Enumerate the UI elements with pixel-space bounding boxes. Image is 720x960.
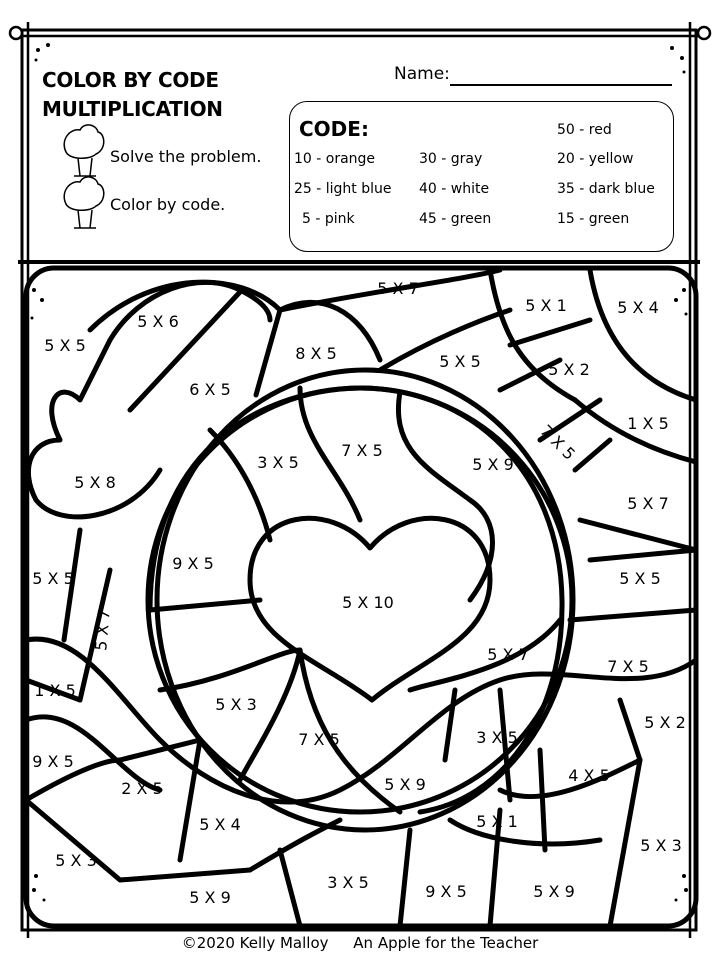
footer — [0, 934, 720, 952]
problem-label: 5 X 9 — [472, 455, 514, 474]
problem-label: 5 X 1 — [476, 812, 518, 831]
problem-label: 3 X 5 — [327, 873, 369, 892]
problem-label: 1 X 5 — [34, 681, 76, 700]
code-key-item: 5 - pink — [302, 211, 355, 227]
problem-label: 7 X 5 — [341, 441, 383, 460]
problem-label: 6 X 5 — [189, 380, 231, 399]
code-key-item: 10 - orange — [294, 151, 376, 167]
problem-label: 5 X 2 — [644, 713, 686, 732]
brand-text: An Apple for the Teacher — [353, 934, 539, 952]
problem-label: 5 X 10 — [342, 593, 394, 612]
problem-label: 9 X 5 — [425, 882, 467, 901]
tree-icon — [64, 177, 104, 228]
problem-label: 5 X 9 — [533, 882, 575, 901]
problem-label: 5 X 5 — [439, 352, 481, 371]
code-key-item: 25 - light blue — [294, 181, 392, 197]
problem-label: 5 X 4 — [199, 815, 241, 834]
instruction-color: Color by code. — [110, 195, 226, 214]
code-key-item: 30 - gray — [419, 151, 483, 167]
title-line-1: COLOR BY CODE — [42, 68, 219, 92]
problem-label: 5 X 5 — [619, 569, 661, 588]
problem-label: 5 X 3 — [55, 851, 97, 870]
problem-label: 5 X 3 — [640, 836, 682, 855]
problem-label: 7 X 5 — [607, 657, 649, 676]
problem-label: 5 X 5 — [44, 336, 86, 355]
title-line-2: MULTIPLICATION — [42, 97, 223, 121]
problem-label: 5 X 2 — [548, 360, 590, 379]
problem-label: 7 X 5 — [298, 730, 340, 749]
problem-label: 5 X 7 — [627, 494, 669, 513]
copyright-text: ©2020 Kelly Malloy — [181, 934, 329, 952]
problem-label: 7 X 5 — [536, 420, 580, 464]
problem-label: 5 X 6 — [137, 312, 179, 331]
tree-icon — [64, 125, 104, 176]
code-key-item: 20 - yellow — [557, 151, 634, 167]
problem-label: 5 X 8 — [74, 473, 116, 492]
problem-label: 5 X 7 — [377, 279, 419, 298]
worksheet-title — [42, 66, 223, 124]
code-key-item: 40 - white — [419, 181, 490, 197]
code-key-item: 15 - green — [557, 211, 630, 227]
problem-label: 5 X 1 — [525, 296, 567, 315]
problem-label: 9 X 5 — [32, 752, 74, 771]
code-key-title: CODE: — [299, 117, 369, 141]
problem-label: 8 X 5 — [295, 344, 337, 363]
problem-label: 5 X 7 — [487, 645, 529, 664]
problem-label: 4 X 5 — [568, 766, 610, 785]
problem-label: 5 X 4 — [617, 298, 659, 317]
problem-label: 5 X 7 — [91, 608, 114, 652]
problem-label: 2 X 5 — [121, 779, 163, 798]
problem-label: 5 X 9 — [189, 888, 231, 907]
problem-label: 5 X 5 — [32, 569, 74, 588]
problem-label: 3 X 5 — [257, 453, 299, 472]
name-field[interactable] — [450, 84, 672, 86]
code-key-item: 35 - dark blue — [557, 181, 655, 197]
code-key-item: 50 - red — [557, 122, 612, 138]
problem-label: 9 X 5 — [172, 554, 214, 573]
problem-label: 5 X 3 — [215, 695, 257, 714]
problem-label: 3 X 5 — [476, 728, 518, 747]
name-label: Name: — [394, 64, 450, 84]
instruction-solve: Solve the problem. — [110, 147, 262, 166]
problem-label: 1 X 5 — [627, 414, 669, 433]
code-key-item: 45 - green — [419, 211, 492, 227]
problem-label: 5 X 9 — [384, 775, 426, 794]
